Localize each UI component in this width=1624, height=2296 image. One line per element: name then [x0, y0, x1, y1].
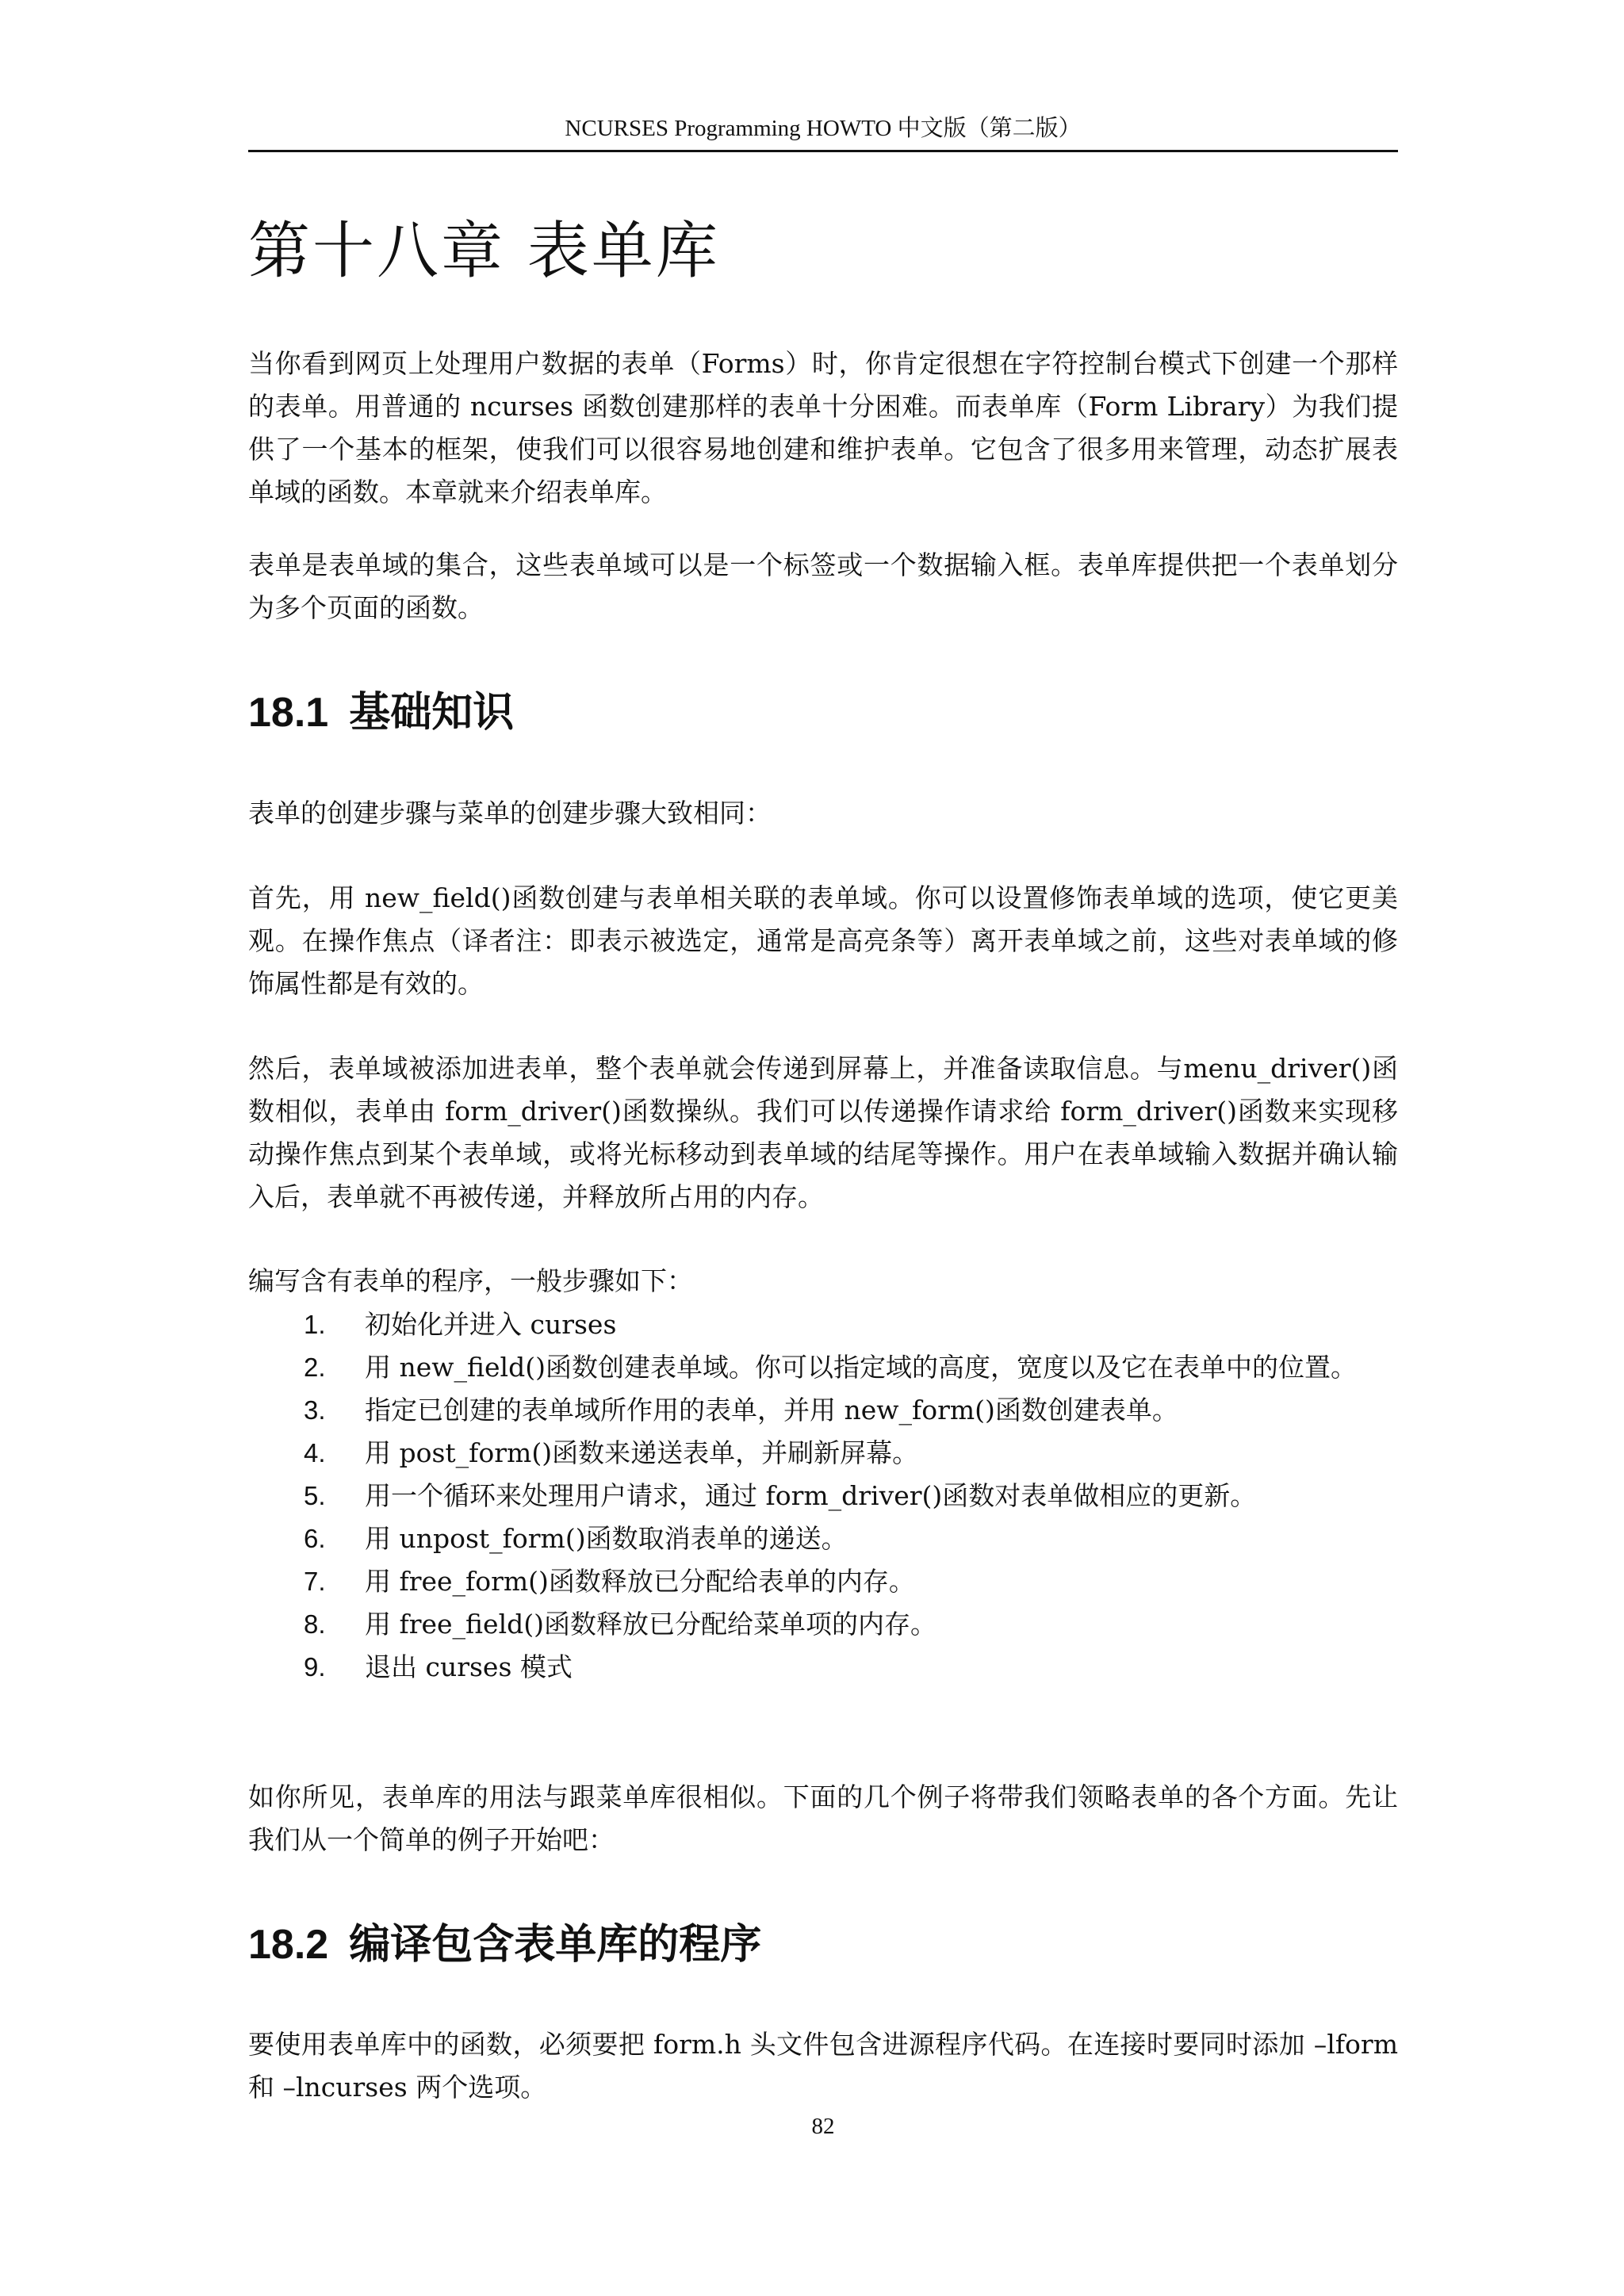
list-item-text: 退出 curses 模式	[365, 1651, 573, 1682]
list-item-text: 用 post_form()函数来递送表单，并刷新屏幕。	[365, 1437, 919, 1468]
page-number: 82	[811, 2114, 835, 2139]
chapter-title: 第十八章 表单库	[248, 216, 720, 287]
section-18-2-paragraph-1: 要使用表单库中的函数，必须要把 form.h 头文件包含进源程序代码。在连接时要同时添加 –lform 和 –lncurses 两个选项。	[248, 2029, 1398, 2103]
list-marker: 4.	[304, 1438, 326, 1468]
list-marker: 6.	[304, 1524, 326, 1553]
section-18-1-paragraph-5: 如你所见，表单库的用法与跟菜单库很相似。下面的几个例子将带我们领略表单的各个方面。先让我们从一个简单的例子开始吧：	[248, 1781, 1398, 1855]
intro-paragraph-2: 表单是表单域的集合，这些表单域可以是一个标签或一个数据输入框。表单库提供把一个表单划分为多个页面的函数。	[248, 549, 1398, 623]
section-heading-18-1	[248, 685, 514, 740]
list-item-text: 指定已创建的表单域所作用的表单，并用 new_form()函数创建表单。	[365, 1395, 1178, 1425]
list-item	[248, 1603, 1398, 1646]
list-marker: 2.	[304, 1353, 326, 1382]
list-item-text: 初始化并进入 curses	[365, 1309, 617, 1340]
list-marker: 3.	[304, 1395, 326, 1425]
header-divider	[248, 150, 1398, 152]
list-item-text: 用 new_field()函数创建表单域。你可以指定域的高度，宽度以及它在表单中的位置。	[365, 1352, 1357, 1383]
list-marker: 7.	[304, 1567, 326, 1596]
section-number: 18.2	[248, 1922, 329, 1968]
list-item	[248, 1560, 1398, 1603]
list-marker: 1.	[304, 1310, 326, 1339]
list-marker: 5.	[304, 1481, 326, 1510]
list-item	[248, 1475, 1398, 1517]
list-item	[248, 1432, 1398, 1475]
intro-paragraph-1: 当你看到网页上处理用户数据的表单（Forms）时，你肯定很想在字符控制台模式下创建一个那样的表单。用普通的 ncurses 函数创建那样的表单十分困难。而表单库（Form Library）为我们提供了一个基本的框架，使我们可以很容易地创建和维护表单。它包含了很多用来管理，动态扩展表单域的函数。本章就来介绍表单库。	[248, 348, 1398, 507]
section-18-1-paragraph-1: 表单的创建步骤与菜单的创建步骤大致相同：	[248, 798, 772, 828]
list-item	[248, 1346, 1398, 1389]
list-item	[248, 1303, 1398, 1346]
section-18-1-paragraph-2: 首先，用 new_field()函数创建与表单相关联的表单域。你可以设置修饰表单域的选项，使它更美观。在操作焦点（译者注：即表示被选定，通常是高亮条等）离开表单域之前，这些对表单域的修饰属性都是有效的。	[248, 882, 1398, 999]
list-item-text: 用一个循环来处理用户请求，通过 form_driver()函数对表单做相应的更新。	[365, 1480, 1257, 1511]
section-18-1-paragraph-3: 然后，表单域被添加进表单，整个表单就会传递到屏幕上，并准备读取信息。与menu_driver()函数相似，表单由 form_driver()函数操纵。我们可以传递操作请求给 form_driver()函数来实现移动操作焦点到某个表单域，或将光标移动到表单域的结尾等操作。用户在表单域输入数据并确认输入后，表单就不再被传递，并释放所占用的内存。	[248, 1053, 1398, 1212]
section-number: 18.1	[248, 690, 329, 736]
section-title: 编译包含表单库的程序	[349, 1922, 762, 1968]
list-marker: 9.	[304, 1652, 326, 1682]
list-item-text: 用 free_field()函数释放已分配给菜单项的内存。	[365, 1609, 937, 1640]
section-title: 基础知识	[349, 690, 515, 736]
list-item	[248, 1389, 1398, 1432]
list-item-text: 用 free_form()函数释放已分配给表单的内存。	[365, 1566, 915, 1597]
section-heading-18-2	[248, 1917, 761, 1973]
section-18-1-paragraph-4: 编写含有表单的程序，一般步骤如下：	[248, 1265, 693, 1296]
list-item-text: 用 unpost_form()函数取消表单的递送。	[365, 1523, 848, 1554]
list-item	[248, 1517, 1398, 1560]
steps-list	[248, 1303, 1398, 1689]
list-item	[248, 1646, 1398, 1689]
list-marker: 8.	[304, 1609, 326, 1639]
running-header: NCURSES Programming HOWTO 中文版（第二版）	[565, 116, 1082, 141]
